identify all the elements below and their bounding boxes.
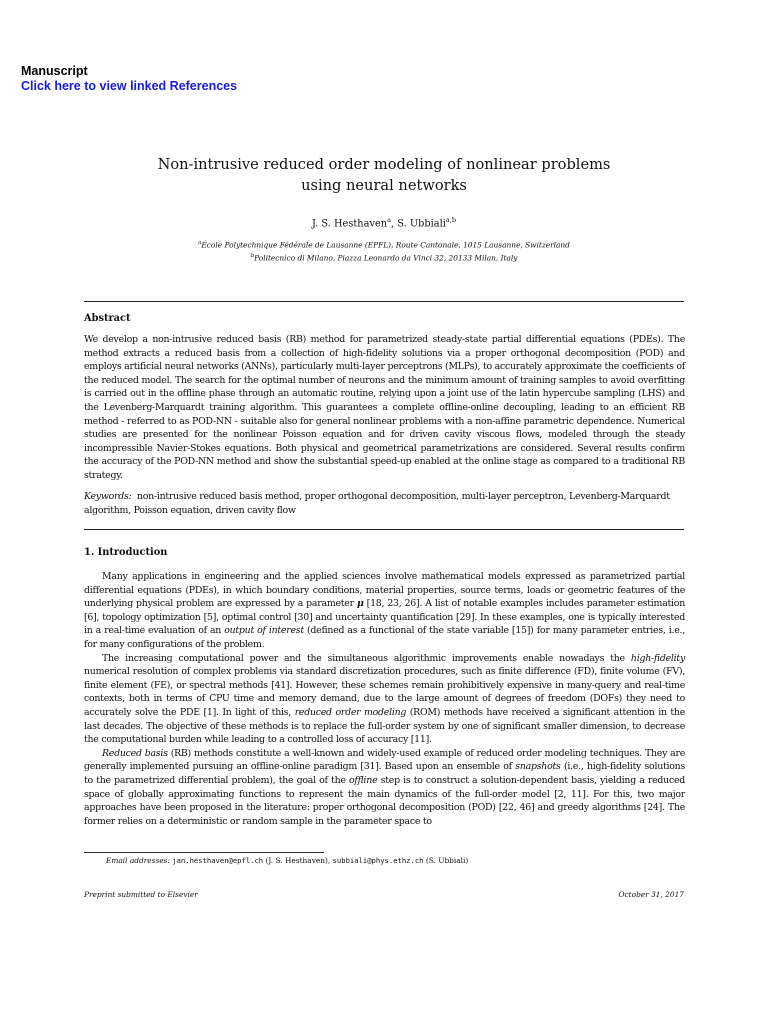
text-span: (RB) methods constitute a well-known and widely-used example of reduced order modeling techniques. They are generally implemented pursuing an offline-online paradigm [31]. Based upon an ensemble of [84, 747, 685, 773]
affiliation-text: École Polytechnique Fédérale de Lausanne (EPFL), Route Cantonale, 1015 Lausanne, Switzerland [201, 240, 570, 250]
manuscript-label: Manuscript [21, 64, 88, 78]
text-span: The increasing computational power and the simultaneous algorithmic improvements enable nowadays the [102, 652, 631, 664]
footnote-label: Email addresses: [106, 856, 170, 865]
abstract-text: We develop a non-intrusive reduced basis (RB) method for parametrized steady-state partial differential equations (PDEs). The method extracts a reduced basis from a collection of high-fidelity solutions via a proper orthogonal decomposition (POD) and employs artificial neural networks (ANNs), particularly multi-layer perceptrons (MLPs), to accurately approximate the coefficients of the reduced model. The search for the optimal number of neurons and the minimum amount of training samples to avoid overfitting is carried out in the offline phase through an automatic routine, relying upon a joint use of the latin hypercube sampling (LHS) and the Levenberg-Marquardt training algorithm. This guarantees a complete offline-online decoupling, leading to an efficient RB method - referred to as POD-NN - suitable also for general nonlinear problems with a non-affine parametric dependence. Numerical studies are presented for the nonlinear Poisson equation and for driven cavity viscous flows, modeled through the steady incompressible Navier-Stokes equations. Both physical and geometrical parametrizations are considered. Several results confirm the accuracy of the POD-NN method and show the substantial speed-up enabled at the online stage as compared to a traditional RB strategy. [84, 334, 685, 481]
paragraph [84, 652, 685, 747]
text-span: Many applications in engineering and the applied sciences involve mathematical models expressed as parametrized partial differential equations (PDEs), in which boundary conditions, material properties, source terms, loads or geometric features of the underlying physical problem are expressed by a parameter [84, 571, 685, 610]
keywords-text: non-intrusive reduced basis method, proper orthogonal decomposition, multi-layer perceptron, Levenberg-Marquardt algorithm, Poisson equation, driven cavity flow [84, 491, 670, 516]
affiliation-mark: a [198, 240, 202, 246]
text-span: (i.e., high-fidelity solutions to the parametrized differential problem), the goal of the [84, 761, 685, 786]
title-line-2: using neural networks [301, 177, 467, 194]
footnote-name: (S. Ubbiali) [423, 856, 469, 865]
footnote-name: (J. S. Hesthaven), [263, 856, 333, 865]
emphasis: output of interest [224, 625, 304, 637]
affiliation-b [84, 251, 684, 264]
keywords [84, 490, 685, 517]
abstract-bottom-rule [84, 529, 684, 530]
text-span: [18, 23, 26]. A list of notable examples includes parameter estimation [6], topology optimization [5], optimal control [30] and uncertainty quantification [29]. In these examples, one is typically interested in a real-time evaluation of an [84, 598, 685, 637]
email-link[interactable]: subbiali@phys.ethz.ch [332, 856, 424, 865]
abstract-heading: Abstract [84, 313, 131, 324]
preprint-date: October 31, 2017 [618, 890, 684, 899]
footnote-rule [84, 852, 324, 853]
text-span: (defined as a functional of the state variable [15]) for many parameter entries, i.e., for many configurations of the problem. [84, 625, 685, 650]
affiliations [84, 238, 684, 264]
author-list [84, 214, 684, 230]
paper-title [84, 154, 684, 196]
author-separator: , [391, 218, 398, 230]
section-heading-introduction: 1. Introduction [84, 547, 168, 558]
paragraph [84, 747, 685, 829]
emphasis: offline [348, 774, 378, 786]
view-references-link[interactable]: Click here to view linked References [21, 79, 238, 93]
author-name: J. S. Hesthaven [312, 218, 388, 230]
keywords-label: Keywords: [84, 491, 132, 502]
paragraph [84, 570, 685, 652]
title-line-1: Non-intrusive reduced order modeling of nonlinear problems [157, 156, 611, 173]
manuscript-header [21, 64, 237, 94]
footnote-emails [84, 855, 706, 866]
emphasis: reduced order modeling [294, 706, 407, 718]
introduction-body [84, 570, 685, 828]
affiliation-text: Politecnico di Milano, Piazza Leonardo da Vinci 32, 20133 Milan, Italy [254, 253, 518, 263]
emphasis: Reduced basis [102, 747, 168, 759]
email-link[interactable]: jan.hesthaven@epfl.ch [172, 856, 264, 865]
author-name: S. Ubbiali [397, 218, 446, 230]
text-span: numerical resolution of complex problems via standard discretization procedures, such as finite difference (FD), finite volume (FV), finite element (FE), or spectral methods [41]. However, these schemes remain prohibitively expensive in many-query and real-time contexts, both in terms of CPU time and memory demand, due to the large amount of degrees of freedom (DOFs) they need to accurately solve the PDE [1]. In light of this, [84, 666, 685, 718]
text-span: step is to construct a solution-dependent basis, yielding a reduced space of globally approximating functions to represent the main dynamics of the full-order model [2, 11]. For this, two major approaches have been proposed in the literature: proper orthogonal decomposition (POD) [22, 46] and greedy algorithms [24]. The former relies on a deterministic or random sample in the parameter space to [84, 774, 685, 827]
author-affil-mark: a [387, 216, 391, 224]
emphasis: high-fidelity [630, 652, 685, 664]
affiliation-mark: b [250, 252, 255, 259]
affiliation-a [84, 238, 684, 251]
math-symbol: μ [356, 598, 364, 610]
preprint-note: Preprint submitted to Elsevier [84, 890, 198, 899]
emphasis: snapshots [515, 761, 561, 773]
abstract-top-rule [84, 301, 684, 302]
author-affil-mark: a,b [445, 216, 456, 224]
text-span: (ROM) methods have received a significant attention in the last decades. The objective of these methods is to replace the full-order system by one of significant smaller dimension, to decrease the computational burden while leading to a controlled loss of accuracy [11]. [84, 706, 686, 746]
